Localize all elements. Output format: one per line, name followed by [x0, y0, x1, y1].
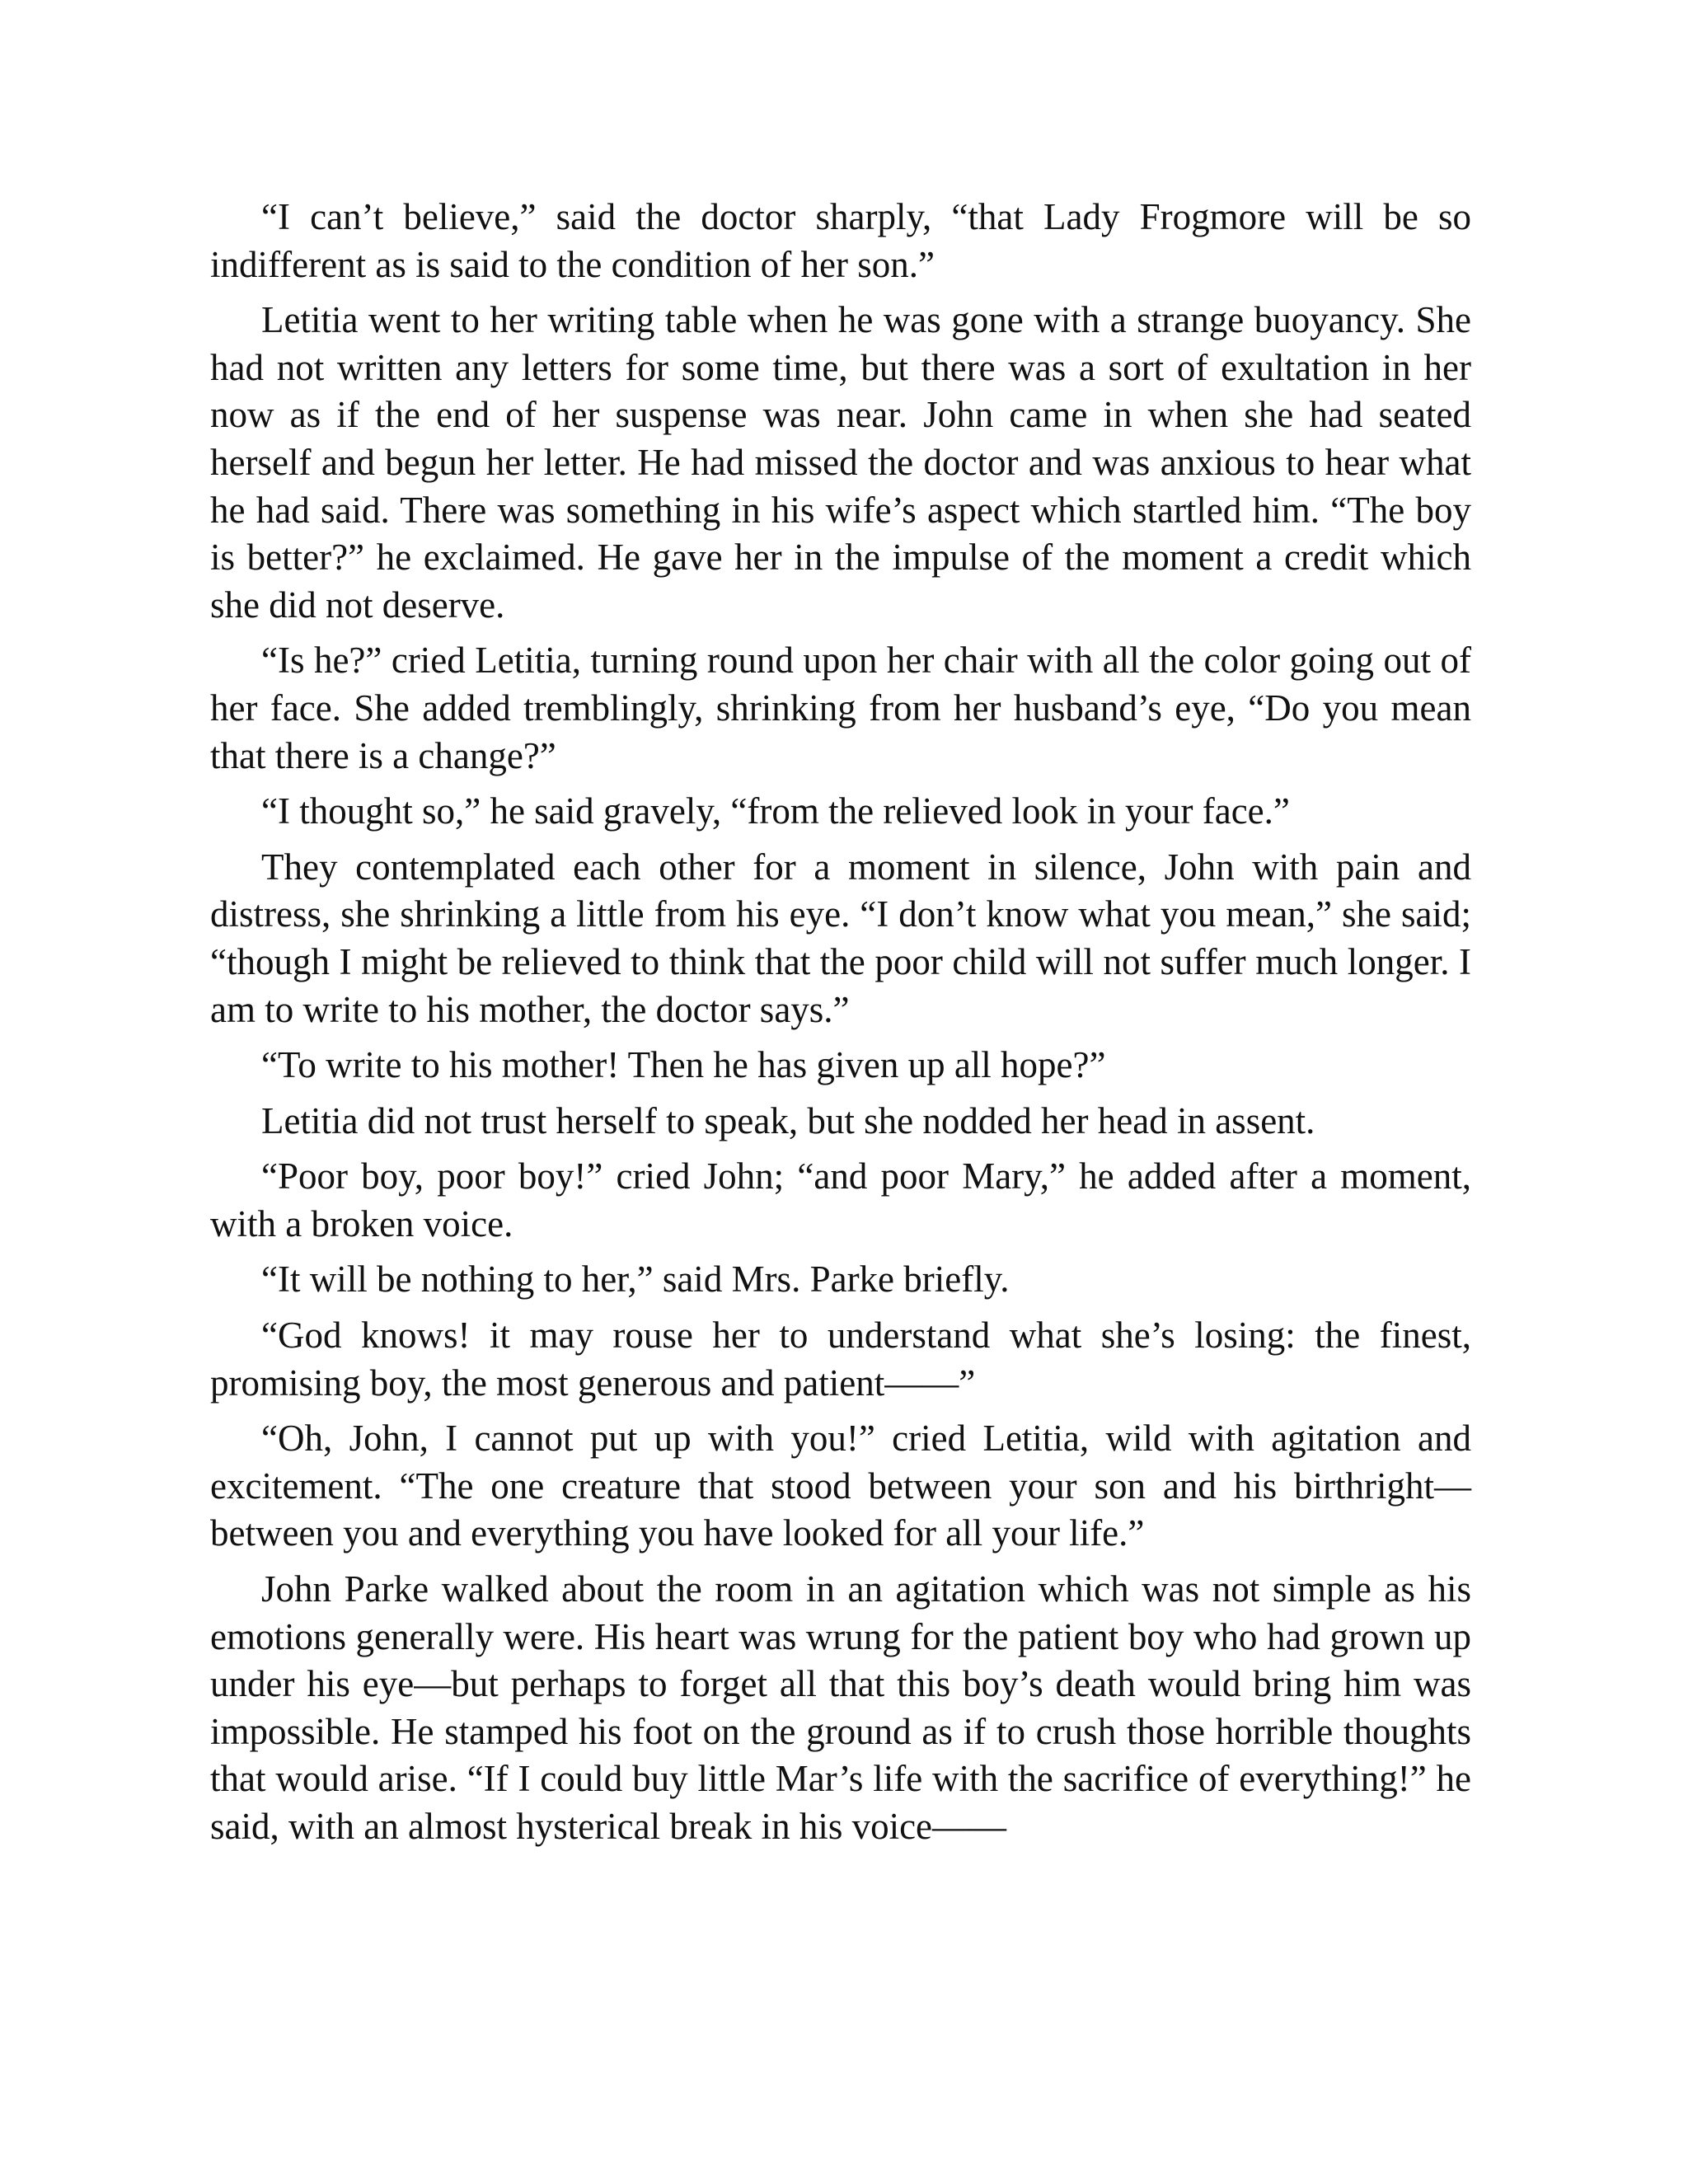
paragraph: Letitia went to her writing table when he was gone with a strange buoyancy. She had not written any letters for some time, but there was a sort of exultation in her now as if the end of her suspense was near. John came in when she had seated herself and begun her letter. He had missed the doctor and was anxious to hear what he had said. There was something in his wife’s aspect which startled him. “The boy is better?” he exclaimed. He gave her in the impulse of the moment a credit which she did not deserve.: [210, 299, 1471, 626]
paragraph: They contemplated each other for a moment in silence, John with pain and distress, she shrinking a little from his eye. “I don’t know what you mean,” she said; “though I might be relieved to think that the poor child will not suffer much longer. I am to write to his mother, the doctor says.”: [210, 846, 1471, 1030]
page-body: [210, 194, 1471, 1859]
paragraph: “It will be nothing to her,” said Mrs. Parke briefly.: [261, 1258, 1010, 1301]
paragraph: “Oh, John, I cannot put up with you!” cried Letitia, wild with agitation and excitement. “The one creature that stood between your son and his birthright—between you and everything you have looked for all your life.”: [210, 1418, 1471, 1554]
paragraph: “Poor boy, poor boy!” cried John; “and poor Mary,” he added after a moment, with a broken voice.: [210, 1155, 1471, 1244]
paragraph: Letitia did not trust herself to speak, but she nodded her head in assent.: [261, 1099, 1315, 1141]
paragraph: “God knows! it may rouse her to understand what she’s losing: the finest, promising boy, the most generous and patient——”: [210, 1315, 1471, 1404]
paragraph: “I thought so,” he said gravely, “from the relieved look in your face.”: [261, 790, 1290, 832]
paragraph: “Is he?” cried Letitia, turning round upon her chair with all the color going out of her face. She added tremblingly, shrinking from her husband’s eye, “Do you mean that there is a change?”: [210, 640, 1471, 776]
paragraph: “I can’t believe,” said the doctor sharply, “that Lady Frogmore will be so indifferent as is said to the condition of her son.”: [210, 196, 1471, 285]
paragraph: “To write to his mother! Then he has given up all hope?”: [261, 1044, 1106, 1086]
paragraph: John Parke walked about the room in an agitation which was not simple as his emotions generally were. His heart was wrung for the patient boy who had grown up under his eye—but perhaps to forget all that this boy’s death would bring him was impossible. He stamped his foot on the ground as if to crush those horrible thoughts that would arise. “If I could buy little Mar’s life with the sacrifice of everything!” he said, with an almost hysterical break in his voice——: [210, 1568, 1471, 1847]
